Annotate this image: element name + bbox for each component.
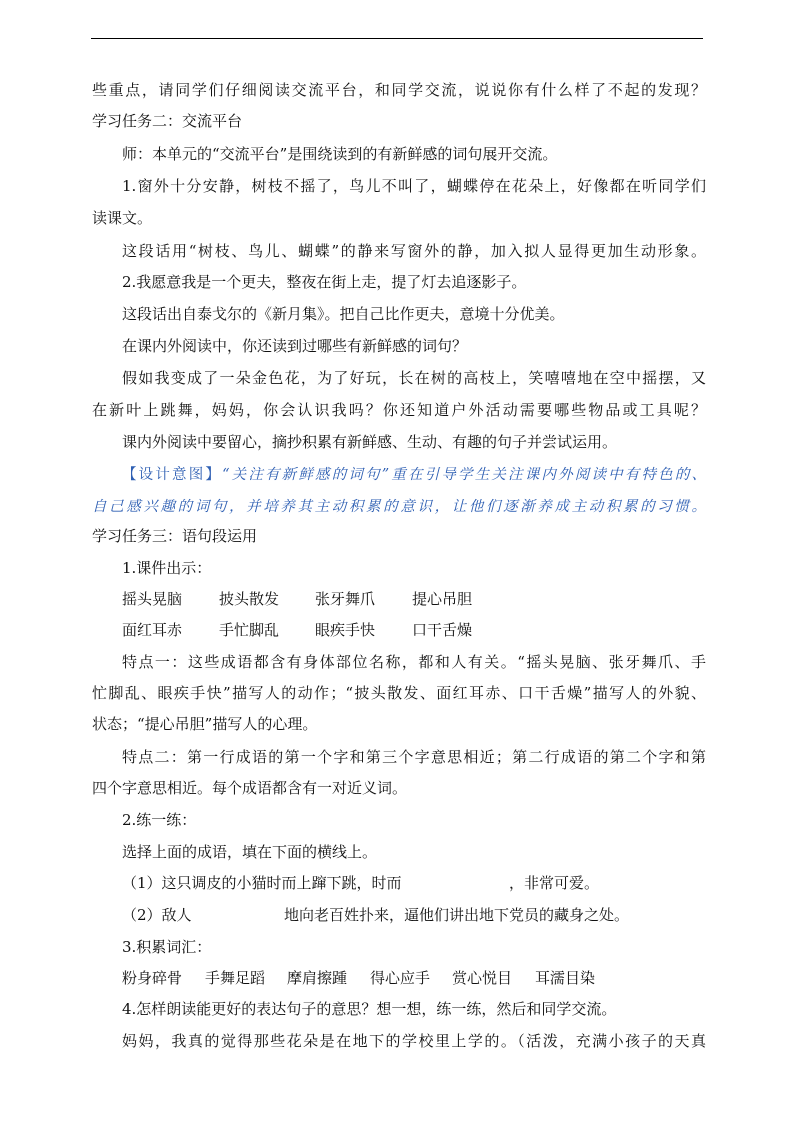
idiom: 手忙脚乱 (219, 621, 280, 639)
design-intent-note (122, 465, 706, 485)
idiom: 披头散发 (219, 590, 280, 608)
idiom: 口干舌燥 (412, 621, 473, 639)
text-line: 特点一：这些成语都含有身体部位名称，都和人有关。“摇头晃脑、张牙舞爪、手 (122, 653, 706, 671)
idiom-row-1 (122, 589, 706, 609)
idiom-row-2 (122, 620, 706, 640)
exercise-text: （1）这只调皮的小猫时而上蹿下跳，时而 (122, 874, 402, 892)
text-line: 读课文。 (92, 209, 153, 227)
text-line: 状态；“提心吊胆”描写人的心理。 (92, 715, 318, 733)
vocab-word: 赏心悦目 (452, 969, 513, 987)
text-line: 在新叶上跳舞，妈妈，你会认识我吗？你还知道户外活动需要哪些物品或工具呢？ (92, 401, 706, 419)
vocab-word: 粉身碎骨 (122, 969, 183, 987)
text-line: 2.我愿意我是一个更夫，整夜在街上走，提了灯去追逐影子。 (122, 273, 527, 291)
text-line: 这段话用“树枝、鸟儿、蝴蝶”的静来写窗外的静，加入拟人显得更加生动形象。 (122, 242, 706, 260)
vocab-word: 得心应手 (370, 969, 431, 987)
text-line: 这段话出自泰戈尔的《新月集》。把自己比作更夫，意境十分优美。 (122, 305, 565, 323)
text-line: 选择上面的成语，填在下面的横线上。 (122, 843, 378, 861)
text-line: 3.积累词汇： (122, 938, 212, 956)
text-line: 妈妈，我真的觉得那些花朵是在地下的学校里上学的。（活泼，充满小孩子的天真 (122, 1032, 706, 1050)
vocab-row (122, 968, 706, 988)
idiom: 眼疾手快 (315, 621, 376, 639)
text-line: 师：本单元的“交流平台”是围绕读到的有新鲜感的词句展开交流。 (122, 145, 558, 163)
section-heading: 学习任务二：交流平台 (92, 112, 243, 130)
idiom: 面红耳赤 (122, 621, 183, 639)
idiom: 摇头晃脑 (122, 590, 183, 608)
text-line: 些重点，请同学们仔细阅读交流平台，和同学交流，说说你有什么样了不起的发现？ (92, 81, 706, 99)
text-line: 假如我变成了一朵金色花，为了好玩，长在树的高枝上，笑嘻嘻地在空中摇摆，又 (122, 369, 706, 387)
text-line: 1.课件出示： (122, 559, 212, 577)
text-line: 2.练一练： (122, 811, 197, 829)
exercise-item-1 (122, 873, 706, 893)
text-line: 课内外阅读中要留心，摘抄积累有新鲜感、生动、有趣的句子并尝试运用。 (122, 433, 618, 451)
exercise-text: 地向老百姓扑来，逼他们讲出地下党员的藏身之处。 (284, 906, 630, 924)
exercise-text: ，非常可爱。 (509, 874, 600, 892)
vocab-word: 摩肩擦踵 (287, 969, 348, 987)
idiom: 张牙舞爪 (315, 590, 376, 608)
text-line: 在课内外阅读中，你还读到过哪些有新鲜感的词句？ (122, 337, 468, 355)
design-intent-note: 自己感兴趣的词句，并培养其主动积累的意识，让他们逐渐养成主动积累的习惯。 (92, 499, 706, 515)
design-intent-tag: 【设计意图】 (122, 467, 223, 483)
exercise-text: （2）敌人 (122, 906, 192, 924)
exercise-item-2 (122, 905, 706, 925)
text-line: 1.窗外十分安静，树枝不摇了，鸟儿不叫了，蝴蝶停在花朵上，好像都在听同学们 (122, 177, 706, 195)
header-rule (91, 38, 703, 39)
vocab-word: 手舞足蹈 (205, 969, 266, 987)
design-intent-text: “关注有新鲜感的词句”重在引导学生关注课内外阅读中有特色的、 (222, 467, 706, 483)
text-line: 特点二：第一行成语的第一个字和第三个字意思相近；第二行成语的第二个字和第 (122, 748, 706, 766)
section-heading: 学习任务三：语句段运用 (92, 527, 258, 545)
text-line: 4.怎样朗读能更好的表达句子的意思？想一想，练一练，然后和同学交流。 (122, 1000, 617, 1018)
vocab-word: 耳濡目染 (535, 969, 596, 987)
idiom: 提心吊胆 (412, 590, 473, 608)
text-line: 忙脚乱、眼疾手快”描写人的动作；“披头散发、面红耳赤、口干舌燥”描写人的外貌、 (92, 684, 706, 702)
text-line: 四个字意思相近。每个成语都含有一对近义词。 (92, 779, 408, 797)
